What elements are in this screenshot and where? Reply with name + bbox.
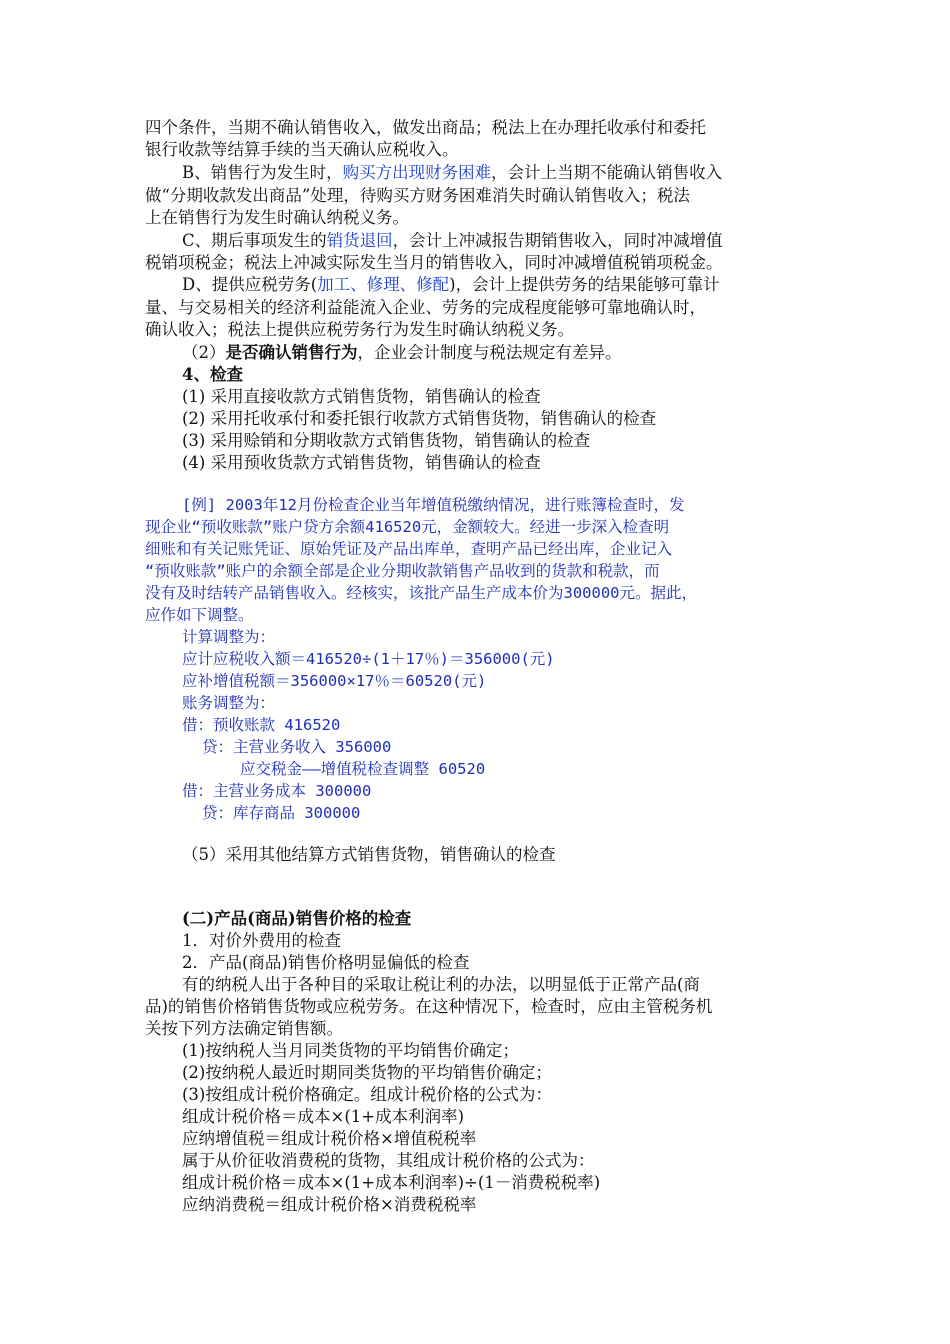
hyperlink[interactable]: 加工、修理、修配 <box>317 275 450 294</box>
text-line: 品)的销售价格销售货物或应税劳务。在这种情况下，检查时，应由主管税务机 <box>145 997 713 1016</box>
example-line: 现企业“预收账款”账户贷方余额416520元，金额较大。经进一步深入检查明 <box>145 518 670 536</box>
formula-line: 组成计税价格＝成本×(1+成本利润率)÷(1－消费税税率) <box>182 1173 601 1192</box>
text-span: )，会计上提供劳务的结果能够可靠计 <box>449 275 720 294</box>
text-line: 量、与交易相关的经济利益能流入企业、劳务的完成程度能够可靠地确认时， <box>145 298 706 317</box>
list-item: (4) 采用预收货款方式销售货物，销售确认的检查 <box>182 453 541 472</box>
text-line <box>182 274 720 296</box>
section-heading: 4、检查 <box>182 365 243 384</box>
journal-entry: 借：预收账款 416520 <box>182 716 341 734</box>
text-span: D、提供应税劳务( <box>182 275 318 294</box>
text-span: （2） <box>182 343 226 362</box>
text-line: 税销项税金；税法上冲减实际发生当月的销售收入，同时冲减增值税销项税金。 <box>145 253 723 272</box>
text-span: ，企业会计制度与税法规定有差异。 <box>357 343 622 362</box>
example-line: [例] 2003年12月份检查企业当年增值税缴纳情况，进行账簿检查时，发 <box>182 496 685 514</box>
text-line <box>182 162 722 184</box>
formula-line: 应纳消费税＝组成计税价格×消费税税率 <box>182 1195 477 1214</box>
journal-entry: 贷：库存商品 300000 <box>202 804 361 822</box>
text-span: C、期后事项发生的 <box>182 231 327 250</box>
text-span: ，会计上当期不能确认销售收入 <box>491 163 723 182</box>
journal-entry: 借：主营业务成本 300000 <box>182 782 372 800</box>
example-line: 没有及时结转产品销售收入。经核实，该批产品生产成本价为300000元。据此， <box>145 584 697 602</box>
example-line: “预收账款”账户的余额全部是企业分期收款销售产品收到的货款和税款，而 <box>145 562 660 580</box>
journal-entry: 应交税金——增值税检查调整 60520 <box>240 760 486 778</box>
list-item: (1)按纳税人当月同类货物的平均销售价确定； <box>182 1041 519 1060</box>
formula-line: 应补增值税额＝356000×17％＝60520(元) <box>182 672 487 690</box>
text-line: 关按下列方法确定销售额。 <box>145 1019 343 1038</box>
text-line: 有的纳税人出于各种目的采取让税让利的办法，以明显低于正常产品(商 <box>182 975 700 994</box>
example-line: 细账和有关记账凭证、原始凭证及产品出库单，查明产品已经出库，企业记入 <box>145 540 673 558</box>
example-line: 应作如下调整。 <box>145 606 254 624</box>
text-line <box>182 230 723 252</box>
formula-line: 应计应税收入额＝416520÷(1＋17％)＝356000(元) <box>182 650 555 668</box>
text-line: 银行收款等结算手续的当天确认应税收入。 <box>145 140 459 159</box>
formula-line: 组成计税价格＝成本×(1+成本利润率) <box>182 1107 465 1126</box>
list-item: 2．产品(商品)销售价格明显偏低的检查 <box>182 953 470 972</box>
text-line: 确认收入；税法上提供应税劳务行为发生时确认纳税义务。 <box>145 320 574 339</box>
list-item: (1) 采用直接收款方式销售货物，销售确认的检查 <box>182 387 541 406</box>
journal-entry: 贷：主营业务收入 356000 <box>202 738 392 756</box>
text-span: B、销售行为发生时， <box>182 163 343 182</box>
example-line: 账务调整为： <box>182 694 276 712</box>
list-item: 1．对价外费用的检查 <box>182 931 341 950</box>
hyperlink[interactable]: 购买方出现财务困难 <box>342 163 492 182</box>
text-line: 属于从价征收消费税的货物，其组成计税价格的公式为： <box>182 1151 595 1170</box>
list-item: (3)按组成计税价格确定。组成计税价格的公式为： <box>182 1085 552 1104</box>
text-line: 上在销售行为发生时确认纳税义务。 <box>145 208 409 227</box>
example-line: 计算调整为： <box>182 628 276 646</box>
list-item: (2) 采用托收承付和委托银行收款方式销售货物，销售确认的检查 <box>182 409 657 428</box>
list-item: (2)按纳税人最近时期同类货物的平均销售价确定； <box>182 1063 552 1082</box>
list-item: （5）采用其他结算方式销售货物，销售确认的检查 <box>182 845 556 864</box>
formula-line: 应纳增值税＝组成计税价格×增值税税率 <box>182 1129 477 1148</box>
text-span: ，会计上冲减报告期销售收入，同时冲减增值 <box>392 231 723 250</box>
section-heading: (二)产品(商品)销售价格的检查 <box>182 909 412 928</box>
hyperlink[interactable]: 销货退回 <box>326 231 393 250</box>
text-line <box>182 342 622 364</box>
text-line: 做“分期收款发出商品”处理，待购买方财务困难消失时确认销售收入；税法 <box>145 186 690 205</box>
list-item: (3) 采用赊销和分期收款方式销售货物，销售确认的检查 <box>182 431 591 450</box>
text-line: 四个条件，当期不确认销售收入，做发出商品；税法上在办理托收承付和委托 <box>145 118 706 137</box>
bold-span: 是否确认销售行为 <box>225 343 358 362</box>
